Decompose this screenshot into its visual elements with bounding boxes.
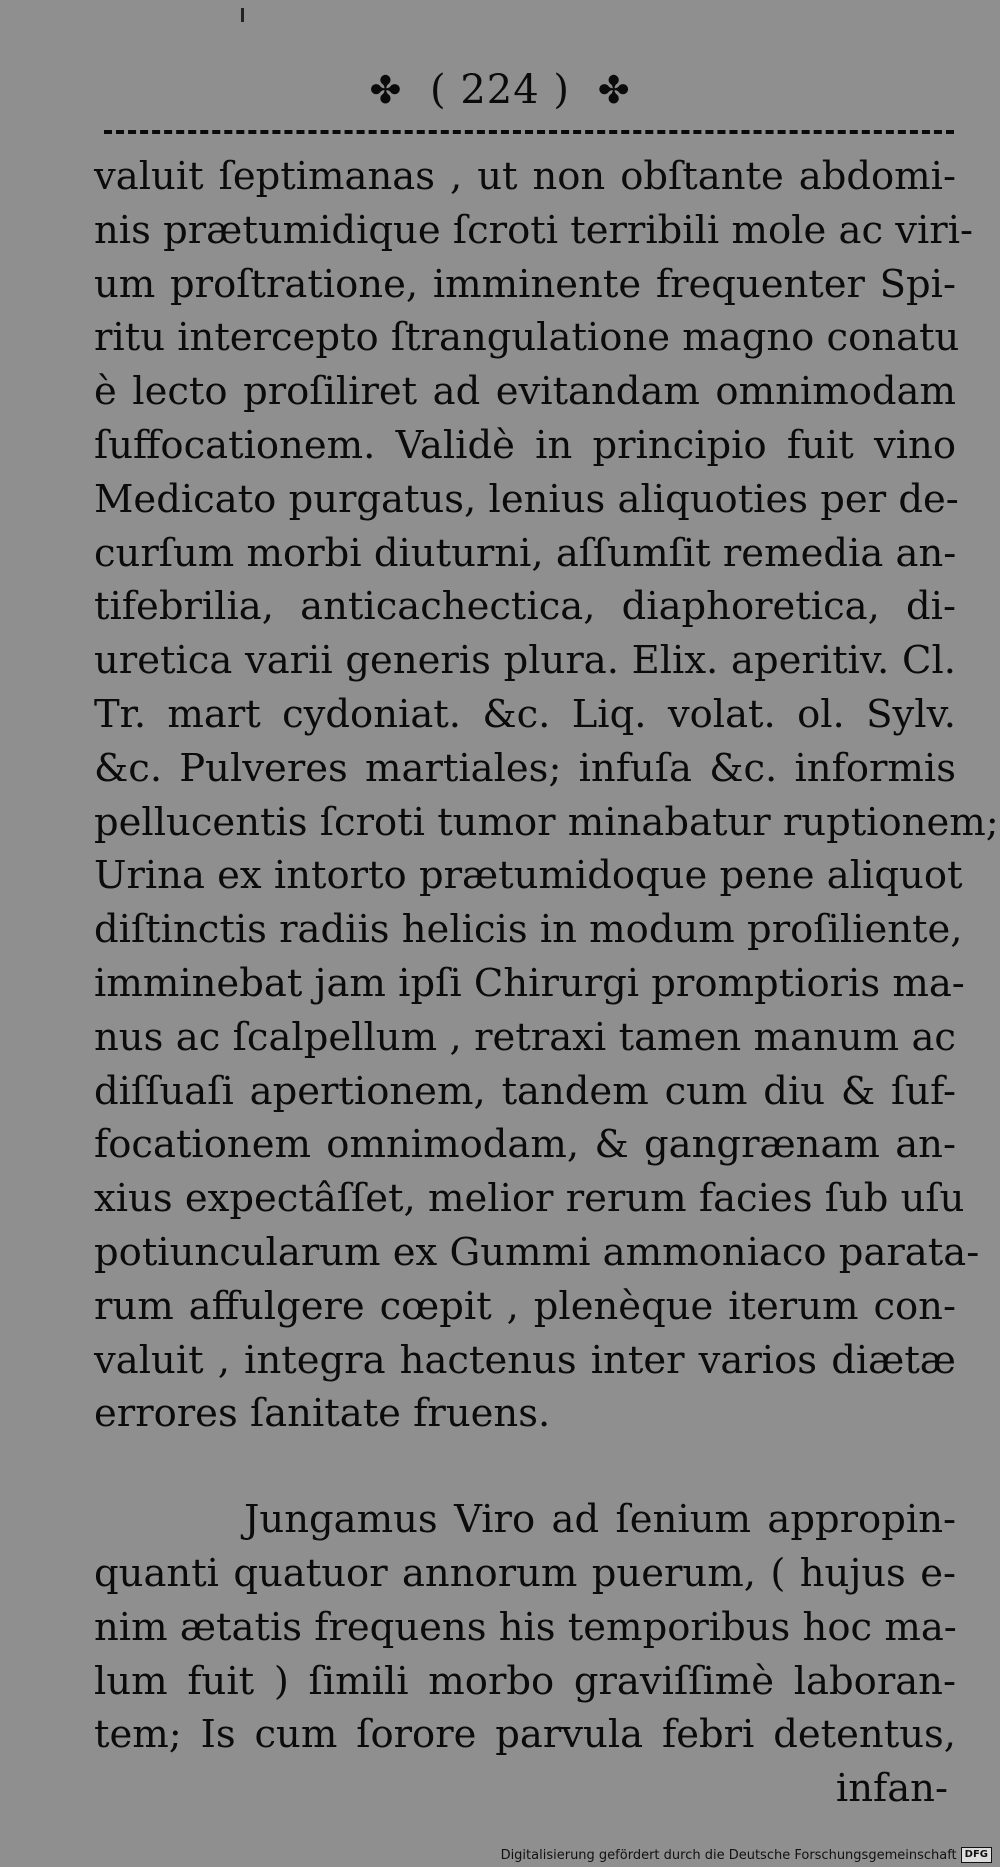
- text-line: xius expectâſſet, melior rerum facies ſub uſu: [94, 1176, 965, 1222]
- text-line: tifebrilia, anticachectica, diaphoretica, di-: [94, 584, 956, 630]
- text-line: tem; Is cum ſorore parvula febri detentus,: [94, 1712, 956, 1758]
- text-line: quanti quatuor annorum puerum, ( hujus e-: [94, 1550, 956, 1596]
- text-line: rum affulgere cœpit , plenèque iterum con-: [94, 1283, 956, 1329]
- body-text: [94, 150, 999, 1816]
- text-line: Medicato purgatus, lenius aliquoties per de-: [94, 476, 959, 522]
- text-line: nus ac ſcalpellum , retraxi tamen manum ac: [94, 1014, 956, 1060]
- text-line: ritu intercepto ſtrangulatione magno conatu: [94, 315, 960, 361]
- text-line: Urina ex intorto prætumidoque pene aliquot: [94, 853, 963, 899]
- ornament-left-icon: ✤: [369, 68, 403, 112]
- text-line: &c. Pulveres martiales; infuſa &c. informis: [94, 745, 956, 791]
- text-line: focationem omnimodam, & gangrænam an-: [94, 1122, 956, 1168]
- text-line: curſum morbi diuturni, aſſumſit remedia an-: [94, 530, 957, 576]
- ink-speck: [241, 8, 244, 22]
- text-line: lum fuit ) ſimili morbo graviſſimè laboran-: [94, 1658, 956, 1704]
- page-number: ( 224 ): [430, 67, 570, 113]
- credit-text: Digitalisierung gefördert durch die Deutsche Forschungsgemeinschaft: [500, 1847, 957, 1863]
- text-line: pellucentis ſcroti tumor minabatur ruptionem;: [94, 799, 999, 845]
- page-header: [0, 62, 1000, 115]
- text-line: è lecto proſiliret ad evitandam omnimodam: [94, 369, 956, 415]
- catchword: infan-: [835, 1766, 948, 1812]
- text-line: potiuncularum ex Gummi ammoniaco parata-: [94, 1229, 980, 1275]
- header-rule: [104, 130, 954, 139]
- text-line: diſſuaſi apertionem, tandem cum diu & ſuf-: [94, 1068, 956, 1114]
- text-line: Tr. mart cydoniat. &c. Liq. volat. ol. Sylv.: [94, 691, 956, 737]
- digitization-credit: [501, 1847, 992, 1863]
- paragraph-1: [94, 150, 999, 1441]
- text-line: diſtinctis radiis helicis in modum proſiliente,: [94, 907, 963, 953]
- text-line: nis prætumidique ſcroti terribili mole ac viri-: [94, 207, 974, 253]
- text-line: imminebat jam ipſi Chirurgi promptioris ma-: [94, 960, 965, 1006]
- text-line: uretica varii generis plura. Elix. aperitiv. Cl.: [94, 638, 956, 684]
- text-line: errores ſanitate fruens.: [94, 1391, 551, 1437]
- text-line: ſuffocationem. Validè in principio fuit vino: [94, 422, 956, 468]
- text-line: Jungamus Viro ad ſenium appropin-: [244, 1497, 956, 1543]
- dfg-logo: DFG: [961, 1847, 992, 1863]
- ornament-right-icon: ✤: [597, 68, 631, 112]
- text-line: valuit ſeptimanas , ut non obſtante abdomi-: [94, 154, 956, 199]
- paragraph-2: [94, 1493, 956, 1816]
- text-line: nim ætatis frequens his temporibus hoc ma-: [94, 1604, 957, 1650]
- text-line: um proſtratione, imminente frequenter Spi-: [94, 261, 956, 307]
- text-line: valuit , integra hactenus inter varios diætæ: [94, 1337, 956, 1383]
